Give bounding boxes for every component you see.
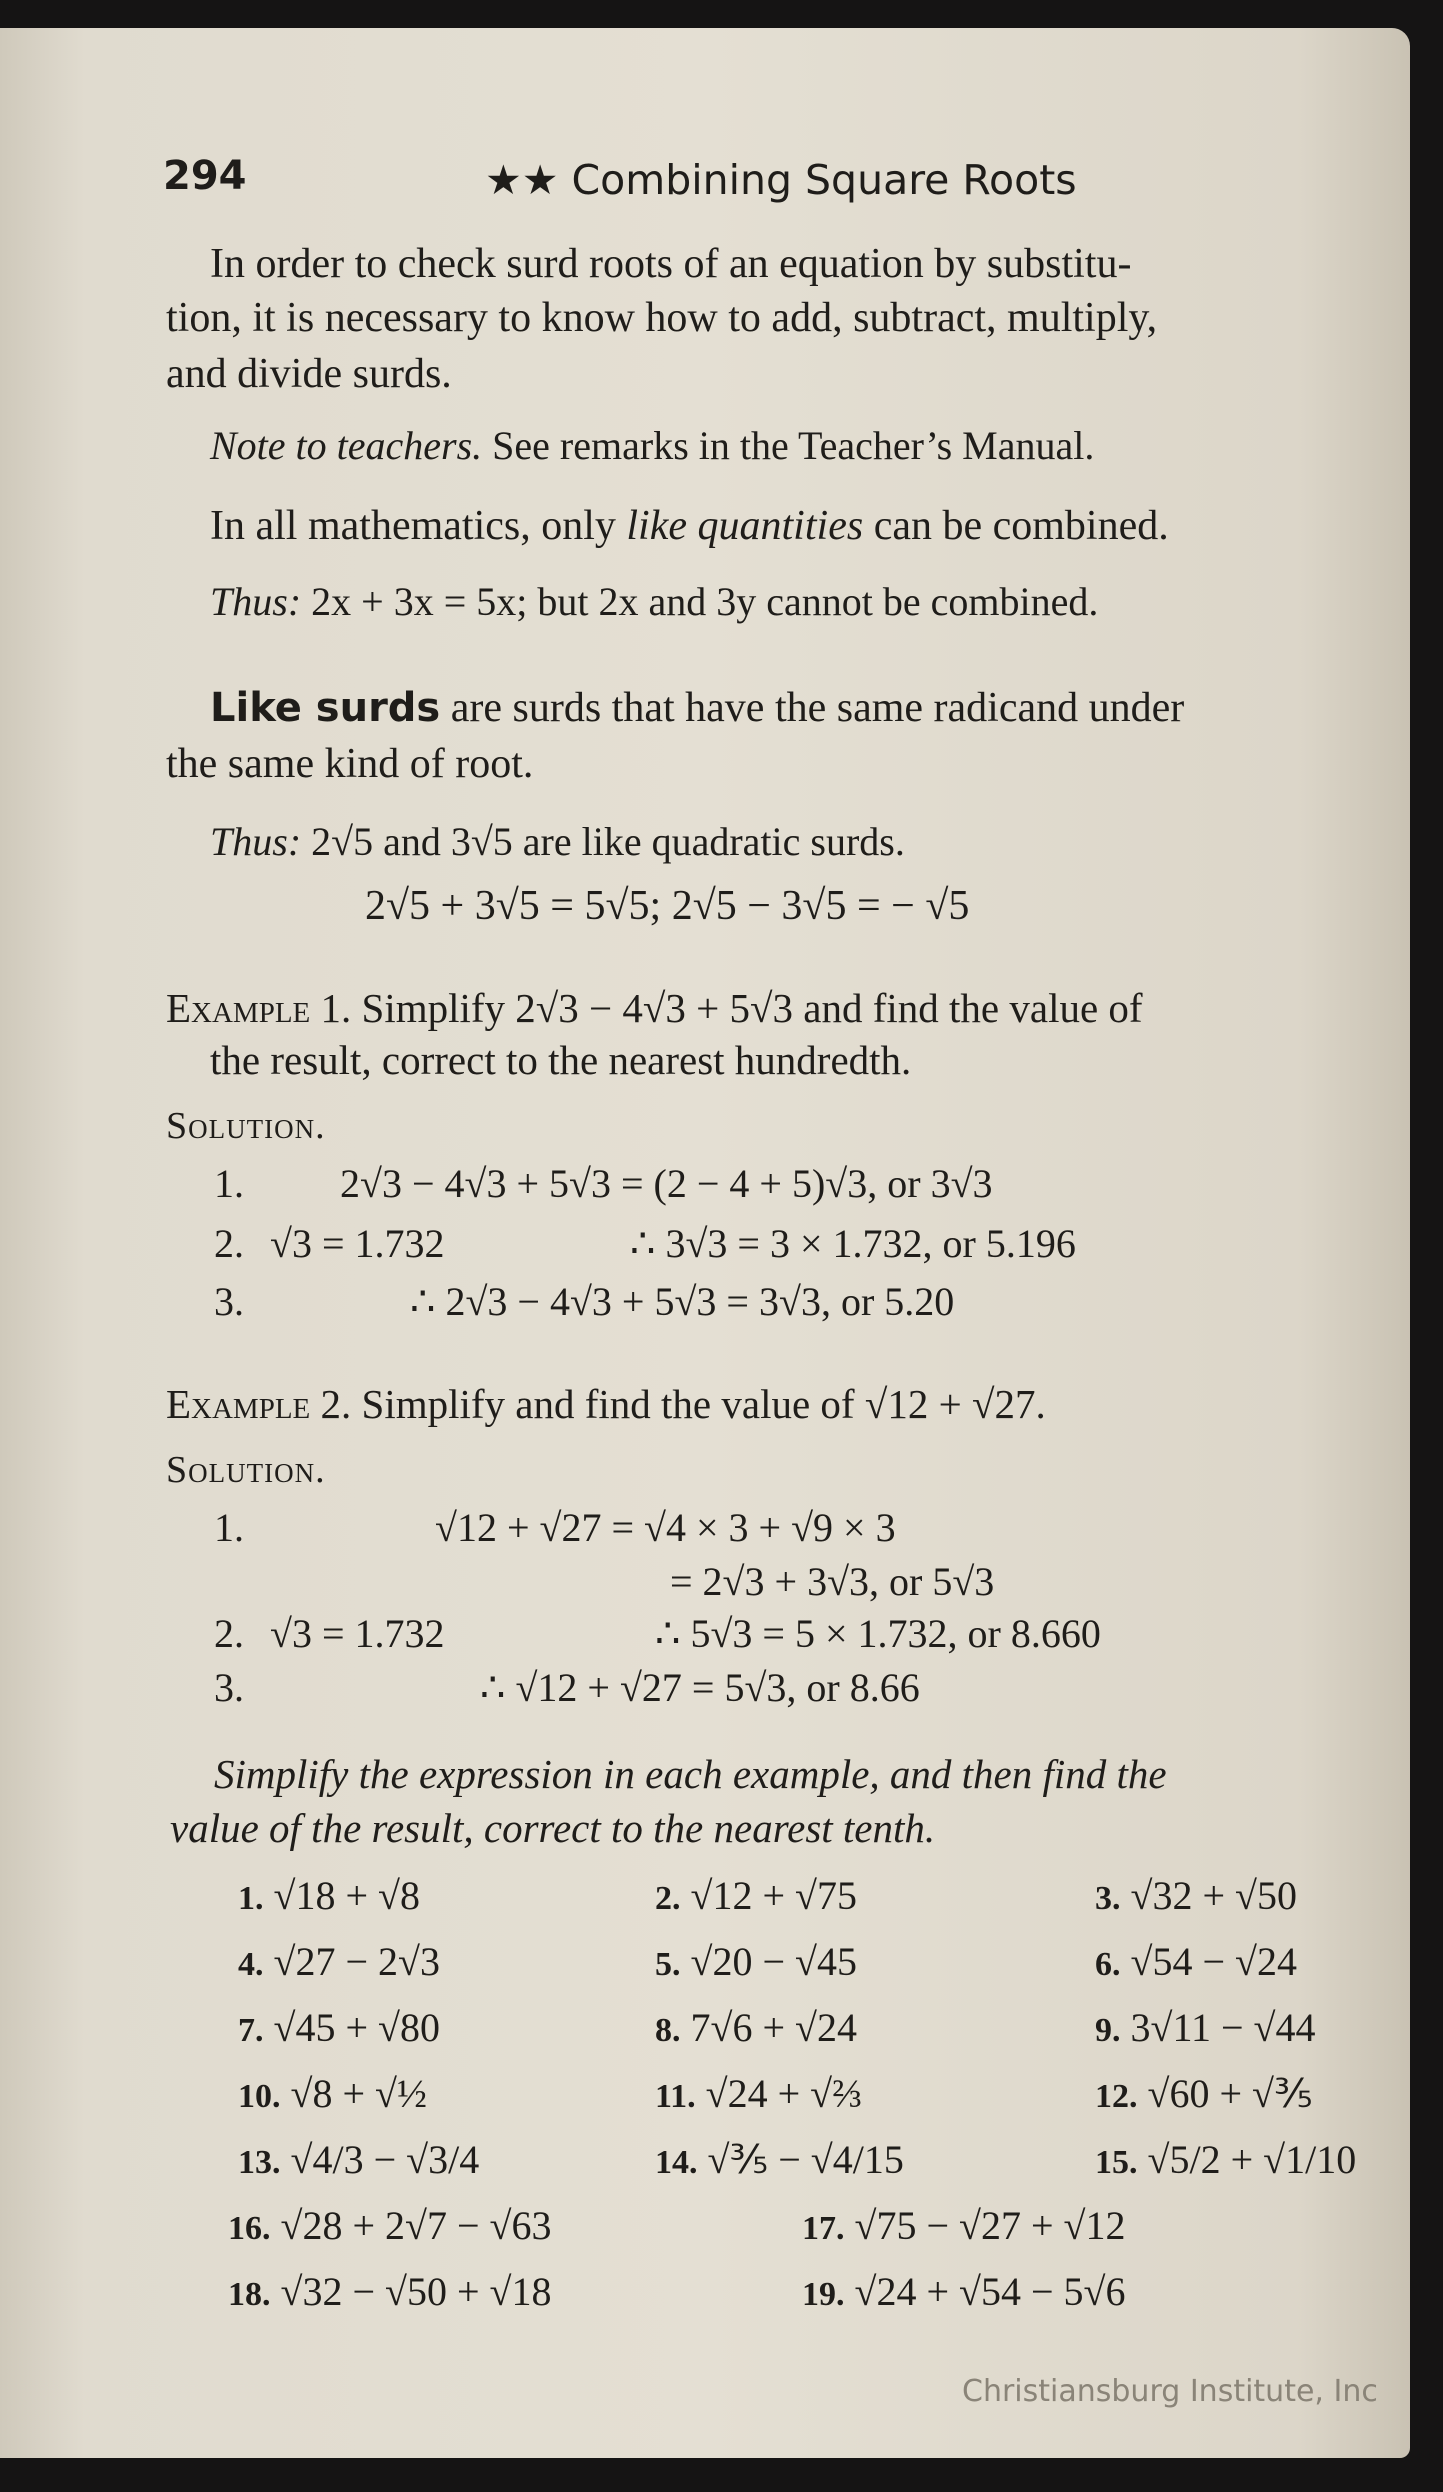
exercise-expression: √24 + √⅔ [705, 2071, 863, 2116]
thus-label-1: Thus: [210, 579, 302, 624]
exercise-number: 8. [655, 2012, 681, 2049]
exercise-expression: √8 + √½ [290, 2071, 427, 2116]
page-header: ★★ Combining Square Roots [485, 156, 1077, 204]
ex2-step-1-num: 1. [214, 1505, 244, 1550]
exercise-item [1095, 1938, 1297, 1985]
exercise-expression: √⅗ − √4/15 [707, 2137, 904, 2182]
example-1-line-2: the result, correct to the nearest hundredth. [210, 1037, 912, 1083]
exercise-expression: √28 + 2√7 − √63 [280, 2203, 552, 2248]
exercise-item [1095, 2004, 1315, 2051]
like-surds-def-2: the same kind of root. [166, 741, 534, 787]
exercise-instructions-1: Simplify the expression in each example, and then find the [214, 1751, 1167, 1797]
example-2-text: Simplify and find the value of √12 + √27. [351, 1381, 1046, 1427]
exercise-expression: √27 − 2√3 [273, 1939, 440, 1984]
teacher-note-text: See remarks in the Teacher’s Manual. [482, 423, 1095, 468]
exercise-number: 9. [1095, 2012, 1121, 2049]
ex2-step-3-num: 3. [214, 1665, 244, 1710]
exercise-item [228, 2202, 551, 2249]
exercise-expression: √4/3 − √3/4 [290, 2137, 480, 2182]
example-1-line-1 [166, 984, 1143, 1032]
exercise-number: 19. [802, 2276, 845, 2313]
exercise-item [1095, 1872, 1297, 1919]
exercise-item [802, 2268, 1125, 2315]
ex2-step-1-expr: √12 + √27 = √4 × 3 + √9 × 3 [435, 1505, 896, 1550]
example-1-label: Example 1. [166, 985, 352, 1031]
example-2-line-1 [166, 1380, 1046, 1428]
exercise-number: 6. [1095, 1946, 1121, 1983]
teacher-note-label: Note to teachers. [210, 423, 483, 468]
exercise-number: 13. [238, 2144, 281, 2181]
ex1-step-2-num: 2. [214, 1221, 244, 1266]
exercise-number: 17. [802, 2210, 845, 2247]
exercise-instructions-2: value of the result, correct to the nearest tenth. [170, 1805, 936, 1851]
ex2-step-2-num: 2. [214, 1611, 244, 1656]
exercise-expression: √32 − √50 + √18 [280, 2269, 552, 2314]
exercise-expression: √20 − √45 [690, 1939, 857, 1984]
ex1-step-1-expr: 2√3 − 4√3 + 5√3 = (2 − 4 + 5)√3, or 3√3 [340, 1161, 993, 1206]
exercise-number: 11. [655, 2078, 696, 2115]
exercise-item [802, 2202, 1125, 2249]
thus-example-1 [210, 574, 1098, 630]
exercise-item [655, 2070, 862, 2117]
exercise-item [655, 1938, 857, 1985]
exercise-item [238, 2004, 440, 2051]
exercise-item [238, 1938, 440, 1985]
ex2-step-2-result: ∴ 5√3 = 5 × 1.732, or 8.660 [655, 1611, 1101, 1656]
exercise-item [655, 1872, 857, 1919]
example-2-label: Example 2. [166, 1381, 352, 1427]
exercise-number: 14. [655, 2144, 698, 2181]
exercise-number: 16. [228, 2210, 271, 2247]
exercise-number: 4. [238, 1946, 264, 1983]
intro-line-1: In order to check surd roots of an equation by substitu- [210, 241, 1132, 287]
ex2-step-2-expr: √3 = 1.732 [270, 1611, 445, 1656]
exercise-item [238, 2070, 427, 2117]
exercise-item [1095, 2136, 1356, 2183]
thus-text-1: 2x + 3x = 5x; but 2x and 3y cannot be combined. [301, 579, 1099, 624]
like-surds-def-1: are surds that have the same radicand under [440, 685, 1185, 731]
exercise-expression: 3√11 − √44 [1130, 2005, 1316, 2050]
thus-example-2 [210, 814, 905, 870]
exercise-number: 12. [1095, 2078, 1138, 2115]
ex1-step-2-expr: √3 = 1.732 [270, 1221, 445, 1266]
exercise-expression: √5/2 + √1/10 [1147, 2137, 1357, 2182]
exercise-number: 7. [238, 2012, 264, 2049]
exercise-number: 1. [238, 1880, 264, 1917]
exercise-number: 5. [655, 1946, 681, 1983]
ex1-step-3-num: 3. [214, 1279, 244, 1324]
exercise-item [655, 2004, 857, 2051]
like-surds-equation: 2√5 + 3√5 = 5√5; 2√5 − 3√5 = − √5 [365, 883, 970, 929]
like-surds-term: Like surds [210, 685, 441, 731]
ex1-step-3-expr: ∴ 2√3 − 4√3 + 5√3 = 3√3, or 5.20 [410, 1279, 955, 1324]
exercise-number: 18. [228, 2276, 271, 2313]
watermark: Christiansburg Institute, Inc [962, 2374, 1378, 2409]
exercise-number: 15. [1095, 2144, 1138, 2181]
like-quantities-em: like quantities [626, 503, 864, 549]
like-pre: In all mathematics, only [210, 503, 627, 549]
ex2-step-1-cont: = 2√3 + 3√3, or 5√3 [670, 1559, 995, 1604]
book-page [0, 28, 1410, 2458]
exercise-item [655, 2136, 904, 2183]
exercise-item [1095, 2070, 1313, 2117]
example-1-text: Simplify 2√3 − 4√3 + 5√3 and find the value of [351, 985, 1143, 1031]
teacher-note [210, 418, 1094, 474]
exercise-expression: √24 + √54 − 5√6 [854, 2269, 1126, 2314]
exercise-item [238, 1872, 420, 1919]
like-surds-definition [210, 680, 1184, 736]
ex2-step-3-expr: ∴ √12 + √27 = 5√3, or 8.66 [480, 1665, 920, 1710]
example-1-solution-label: Solution. [166, 1105, 326, 1147]
ex1-step-1-num: 1. [214, 1161, 244, 1206]
exercise-expression: √54 − √24 [1130, 1939, 1297, 1984]
page-number: 294 [163, 153, 247, 199]
exercise-number: 3. [1095, 1880, 1121, 1917]
exercise-expression: √32 + √50 [1130, 1873, 1297, 1918]
thus-label-2: Thus: [210, 819, 302, 864]
exercise-expression: √45 + √80 [273, 2005, 440, 2050]
exercise-expression: √18 + √8 [273, 1873, 420, 1918]
like-post: can be combined. [863, 503, 1169, 549]
intro-line-2: tion, it is necessary to know how to add, subtract, multiply, [166, 295, 1158, 341]
thus-text-2: 2√5 and 3√5 are like quadratic surds. [301, 819, 905, 864]
exercise-item [238, 2136, 479, 2183]
example-2-solution-label: Solution. [166, 1449, 326, 1491]
exercise-item [228, 2268, 551, 2315]
exercise-expression: 7√6 + √24 [690, 2005, 857, 2050]
exercise-number: 2. [655, 1880, 681, 1917]
like-quantities-line [210, 498, 1169, 554]
ex1-step-2-result: ∴ 3√3 = 3 × 1.732, or 5.196 [630, 1221, 1076, 1266]
exercise-expression: √75 − √27 + √12 [854, 2203, 1126, 2248]
exercise-expression: √12 + √75 [690, 1873, 857, 1918]
exercise-number: 10. [238, 2078, 281, 2115]
exercise-expression: √60 + √⅗ [1147, 2071, 1313, 2116]
intro-line-3: and divide surds. [166, 351, 452, 397]
